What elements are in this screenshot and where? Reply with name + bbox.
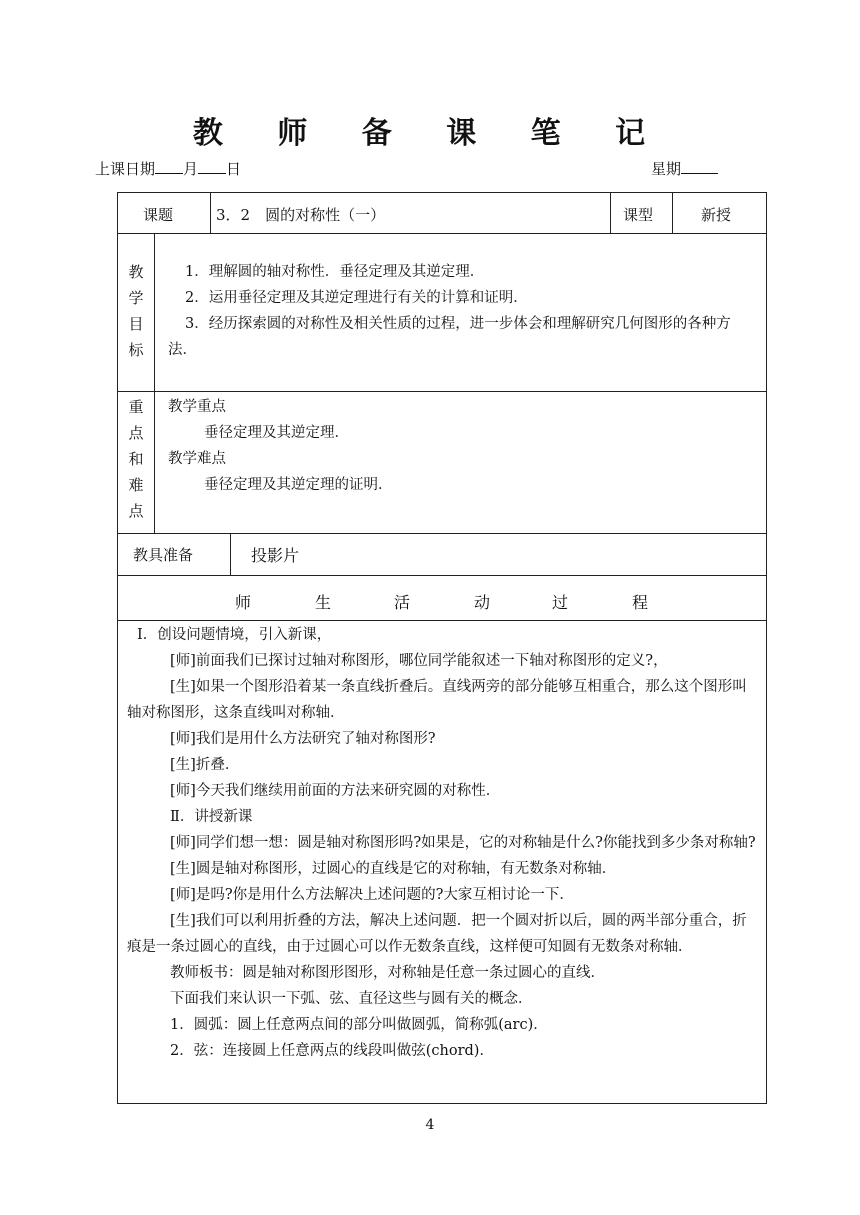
- col-divider: [230, 533, 231, 575]
- day-blank: [198, 159, 226, 174]
- difficulty: 垂径定理及其逆定理的证明．: [204, 477, 393, 493]
- dialogue-line: [师]同学们想一想：圆是轴对称图形吗?如果是，它的对称轴是什么?你能找到多少条对称轴?: [170, 835, 756, 851]
- date-prefix: 上课日期: [95, 160, 156, 178]
- row-divider: [118, 533, 766, 534]
- section-heading: Ⅱ．讲授新课: [170, 809, 253, 825]
- class-date: [95, 158, 241, 179]
- col-divider: [672, 193, 673, 233]
- tools-label: 教具准备: [133, 546, 194, 564]
- type-label: 课型: [623, 206, 654, 224]
- row-divider: [118, 233, 766, 234]
- objective-item: 2．运用垂径定理及其逆定理进行有关的计算和证明．: [185, 290, 528, 306]
- dialogue-line: [师]是吗?你是用什么方法解决上述问题的?大家互相讨论一下．: [170, 887, 574, 903]
- objectives-list: [168, 259, 756, 363]
- lesson-table: [117, 192, 767, 1104]
- dialogue-line: [师]我们是用什么方法研究了轴对称图形?: [170, 731, 436, 747]
- month-blank: [155, 159, 183, 174]
- dialogue-line: 下面我们来认识一下弧、弦、直径这些与圆有关的概念．: [170, 991, 533, 1007]
- key-point: 垂径定理及其逆定理．: [204, 425, 349, 441]
- objective-item: 3．经历探索圆的对称性及相关性质的过程，进一步体会和理解研究几何图形的各种方法．: [168, 316, 731, 358]
- dialogue-line: [生]折叠．: [170, 757, 240, 773]
- week-label: 星期: [651, 160, 682, 178]
- row-divider: [118, 620, 766, 621]
- board-note: 教师板书：圆是轴对称图形图形，对称轴是任意一条过圆心的直线．: [170, 965, 605, 981]
- dialogue-line: [师]今天我们继续用前面的方法来研究圆的对称性．: [170, 783, 501, 799]
- row-divider: [118, 391, 766, 392]
- col-divider: [610, 193, 611, 233]
- dialogue-line: [生]我们可以利用折叠的方法，解决上述问题．把一个圆对折以后，圆的两半部分重合，折痕是一条过圆心的直线，由于过圆心可以作无数条直线，这样便可知圆有无数条对称轴．: [127, 913, 747, 955]
- col-divider: [154, 233, 155, 533]
- process-body: [127, 622, 761, 1064]
- objective-item: 1．理解圆的轴对称性．垂径定理及其逆定理．: [185, 264, 485, 280]
- key-point-title: 教学重点: [168, 399, 226, 415]
- dialogue-line: [师]前面我们已探讨过轴对称图形，哪位同学能叙述一下轴对称图形的定义?，: [170, 653, 668, 669]
- process-header: 师 生 活 动 过 程: [235, 593, 649, 612]
- page-title: 教 师 备 课 笔 记: [192, 116, 668, 151]
- weekday: [651, 158, 718, 179]
- section-heading: Ⅰ．创设问题情境，引入新课，: [137, 627, 332, 643]
- topic-value: 3．2 圆的对称性（一）: [216, 206, 386, 224]
- topic-label: 课题: [143, 206, 174, 224]
- page-number: 4: [425, 1117, 435, 1133]
- week-blank: [681, 159, 718, 174]
- definition-item: 1．圆弧：圆上任意两点间的部分叫做圆弧，简称弧(arc)．: [170, 1017, 548, 1033]
- day-label: 日: [226, 160, 242, 178]
- tools-value: 投影片: [251, 546, 300, 565]
- difficulty-title: 教学难点: [168, 451, 226, 467]
- type-value: 新授: [701, 206, 732, 224]
- dialogue-line: [生]圆是轴对称图形，过圆心的直线是它的对称轴，有无数条对称轴．: [170, 861, 617, 877]
- dialogue-line: [生]如果一个图形沿着某一条直线折叠后。直线两旁的部分能够互相重合，那么这个图形叫轴对称图形，这条直线叫对称轴．: [127, 679, 747, 721]
- definition-item: 2．弦：连接圆上任意两点的线段叫做弦(chord)．: [170, 1043, 494, 1059]
- objectives-label: 教 学 目 标: [128, 263, 144, 359]
- month-label: 月: [183, 160, 199, 178]
- key-difficulty-content: [168, 394, 756, 498]
- col-divider: [210, 193, 211, 233]
- key-difficulty-label: 重 点 和 难 点: [128, 398, 144, 520]
